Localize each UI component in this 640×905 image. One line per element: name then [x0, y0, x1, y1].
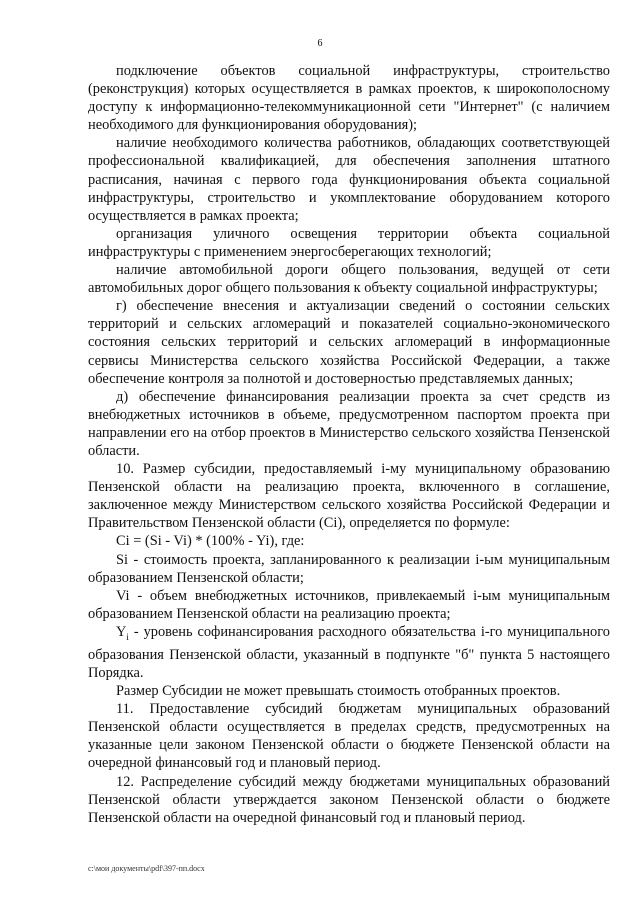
yi-subscript: i	[126, 631, 129, 642]
definition-yi	[88, 623, 610, 682]
paragraph-12: 12. Распределение субсидий между бюджетами муниципальных образований Пензенской области утверждается законом Пензенской области о бюджете Пензенской области на очередной финансовый год и плановый период.	[88, 773, 610, 826]
paragraph-item-g: г) обеспечение внесения и актуализации сведений о состоянии сельских территорий и сельских агломераций и показателей социально-экономического состояния сельских территорий и сельских агломераций в информационные сервисы Министерства сельского хозяйства Российской Федерации, а также обеспечение контроля за полнотой и достоверностью представляемых данных;	[88, 298, 610, 387]
paragraph-internet-access: подключение объектов социальной инфраструктуры, строительство (реконструкция) которых осуществляется в рамках проектов, к широкополосному доступу к информационно-телекоммуникационной сети "Интернет" (с наличием необходимого для функционирования оборудования);	[88, 63, 610, 134]
paragraph-11: 11. Предоставление субсидий бюджетам муниципальных образований Пензенской области осуществляется в пределах средств, предусмотренных на указанные цели законом Пензенской области о бюджете Пензенской области на очередной финансовый год и плановый период.	[88, 701, 610, 772]
paragraph-lighting: организация уличного освещения территории объекта социальной инфраструктуры с применением энергосберегающих технологий;	[88, 225, 610, 260]
paragraph-10: 10. Размер субсидии, предоставляемый i-му муниципальному образованию Пензенской области на реализацию проекта, включенного в соглашение, заключенное между Министерством сельского хозяйства Российской Федерации и Правительством Пензенской области (Ci), определяется по формуле:	[88, 461, 610, 532]
yi-symbol: Y	[116, 623, 127, 640]
footer-file-path: c:\мои документы\pdf\397-пп.docx	[88, 864, 205, 873]
document-body	[88, 62, 610, 827]
paragraph-item-d: д) обеспечение финансирования реализации проекта за счет средств из внебюджетных источников в объеме, предусмотренном паспортом проекта при направлении его на отбор проектов в Министерство сельского хозяйства Пензенской области.	[88, 388, 610, 459]
paragraph-limit: Размер Субсидии не может превышать стоимость отобранных проектов.	[116, 683, 561, 700]
definition-si: Si - стоимость проекта, запланированного к реализации i-ым муниципальным образованием Пензенской области;	[88, 551, 610, 586]
definition-vi: Vi - объем внебюджетных источников, привлекаемый i-ым муниципальным образованием Пензенской области на реализацию проекта;	[88, 587, 610, 622]
formula: Ci = (Si - Vi) * (100% - Yi), где:	[116, 533, 305, 550]
yi-text: - уровень софинансирования расходного обязательства i-го муниципального образования Пензенской области, указанный в подпункте "б" пункта 5 настоящего Порядка.	[88, 623, 610, 681]
paragraph-road: наличие автомобильной дороги общего пользования, ведущей от сети автомобильных дорог общего пользования к объекту социальной инфраструктуры;	[88, 262, 610, 297]
page-number: 6	[317, 38, 323, 49]
paragraph-staff: наличие необходимого количества работников, обладающих соответствующей профессиональной квалификацией, для обеспечения заполнения штатного расписания, начиная с первого года функционирования объекта социальной инфраструктуры, строительство и укомплектование оборудованием которого осуществляется в рамках проекта;	[88, 135, 610, 224]
